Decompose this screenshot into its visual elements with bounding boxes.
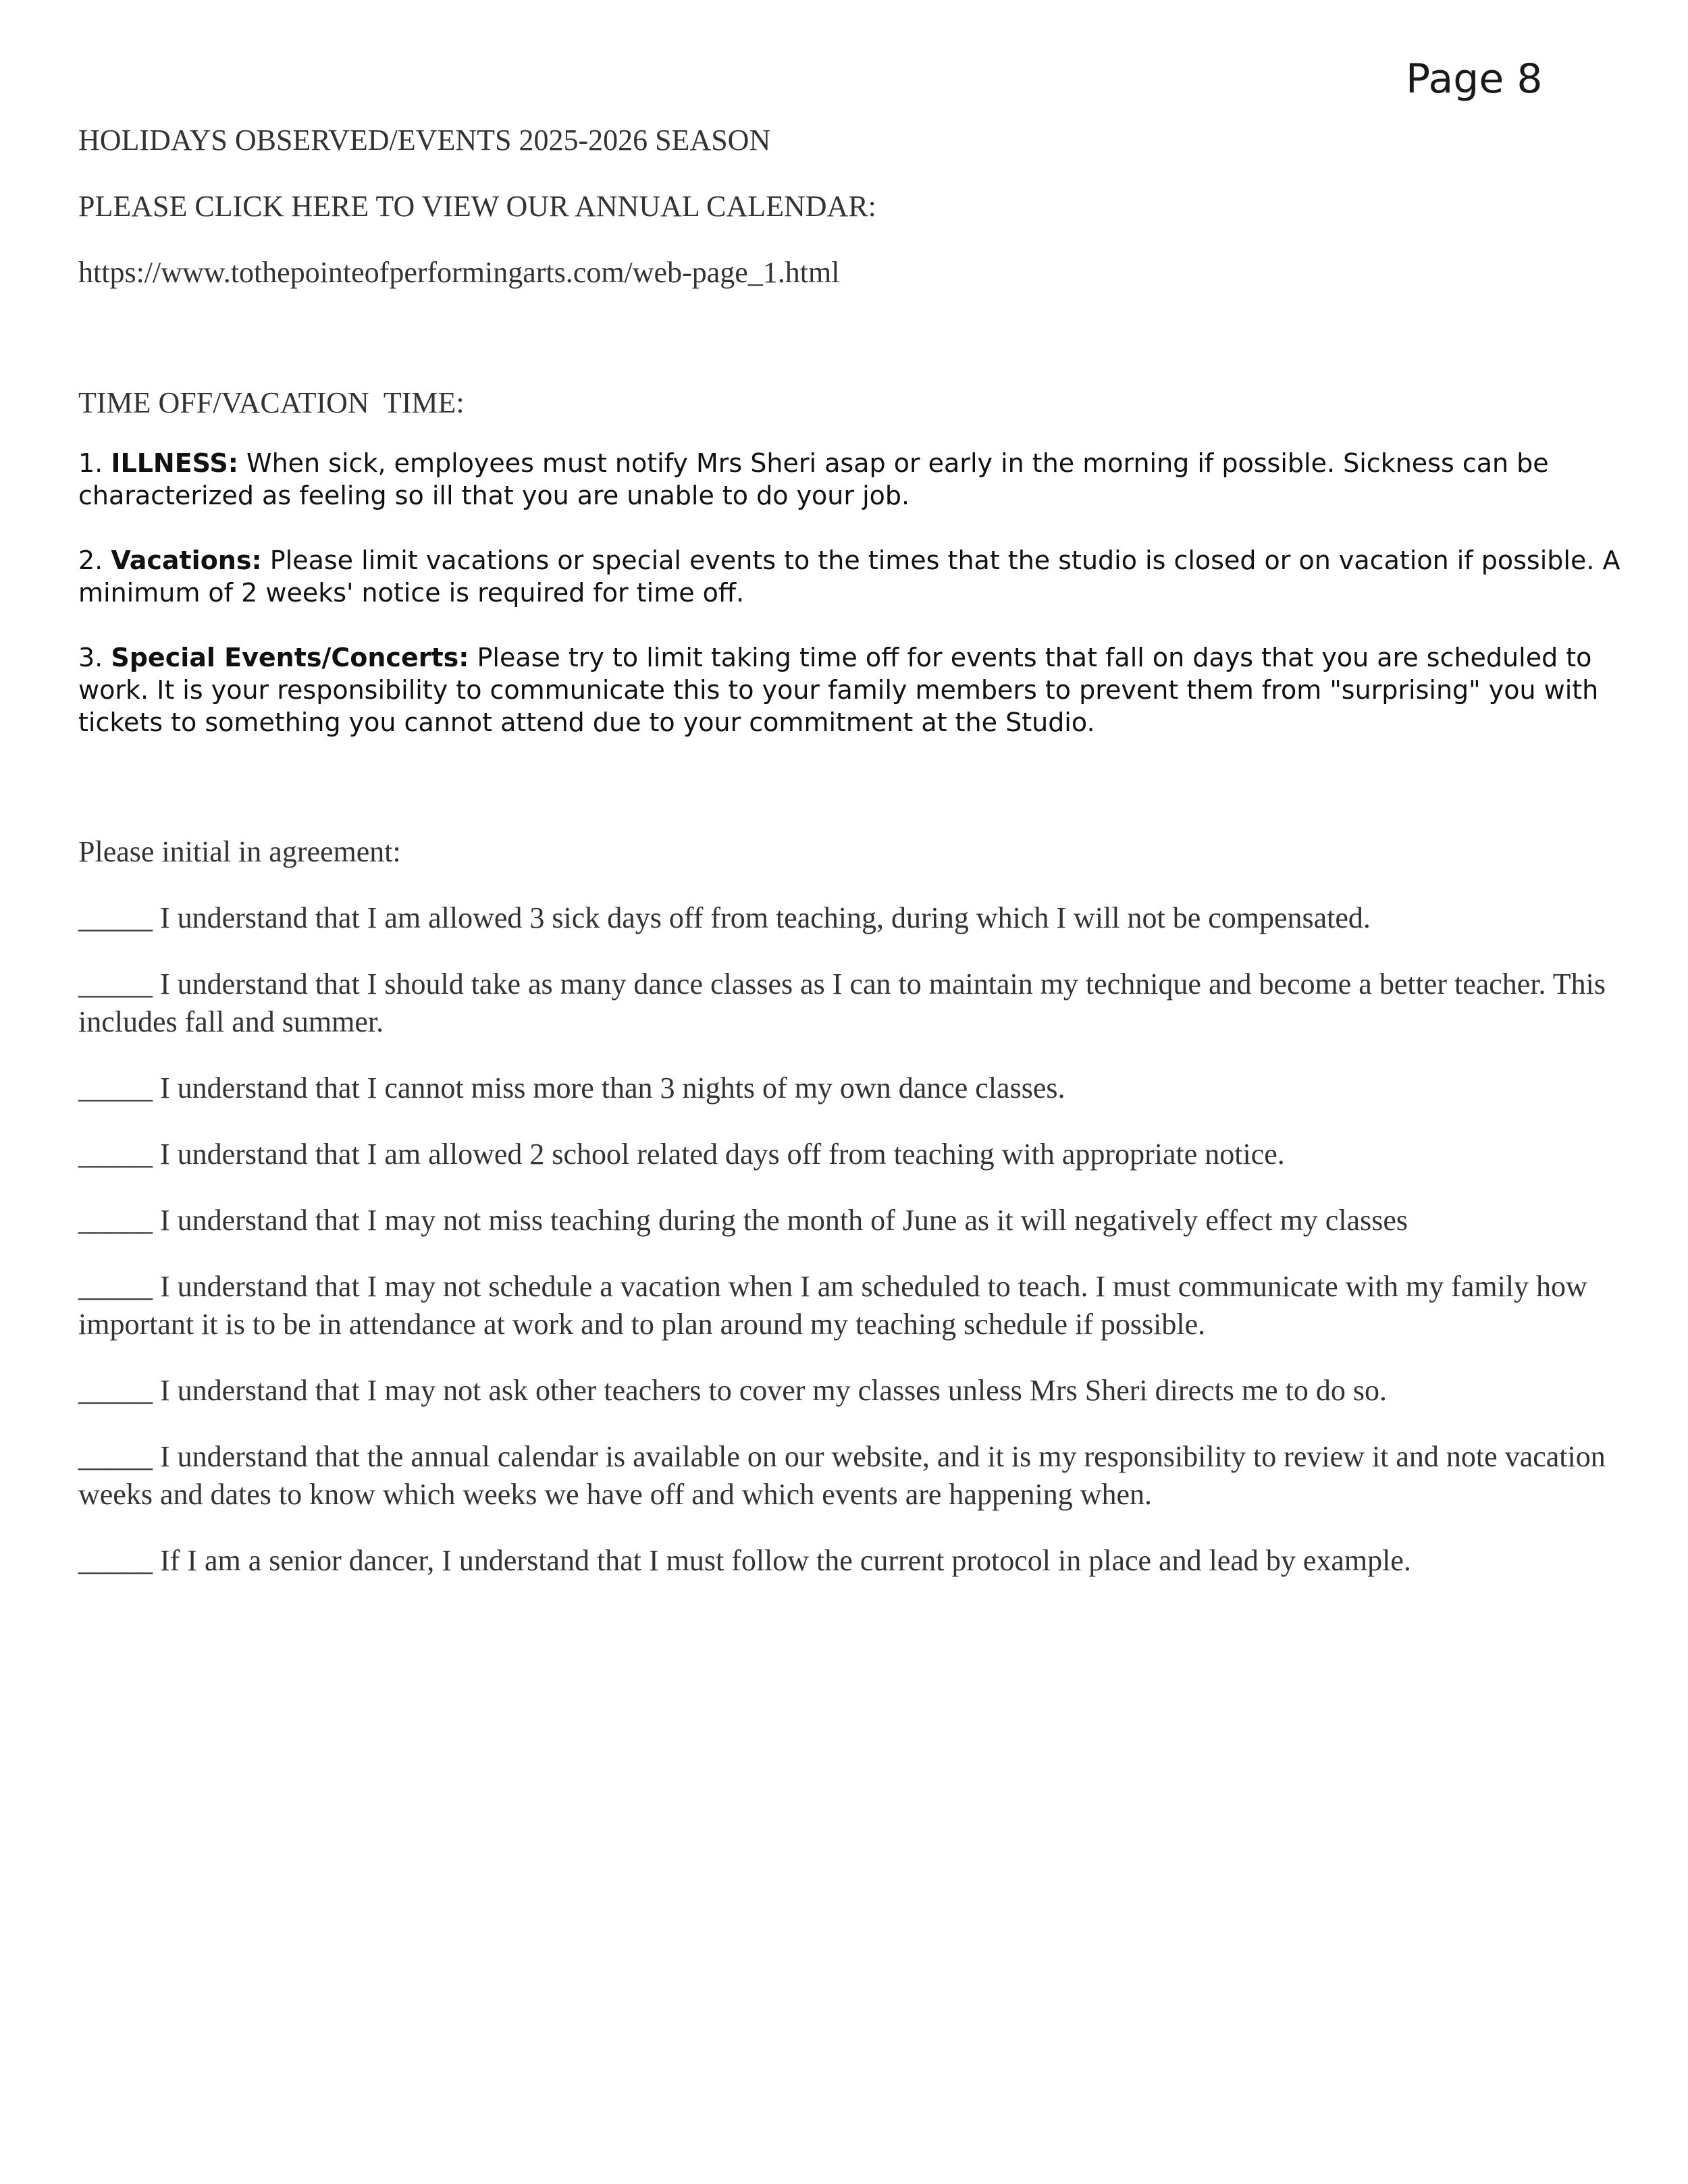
initial-blank[interactable]: _____	[78, 901, 153, 934]
policy-item-vacations	[78, 544, 1625, 609]
calendar-link[interactable]: https://www.tothepointeofperformingarts.com/web-page_1.html	[78, 256, 840, 289]
calendar-prompt: PLEASE CLICK HERE TO VIEW OUR ANNUAL CALENDAR:	[78, 190, 876, 223]
policy-number: 2.	[78, 545, 103, 575]
agreement-item	[78, 1202, 1625, 1240]
calendar-link-line	[78, 254, 1625, 292]
initial-blank[interactable]: _____	[78, 1204, 153, 1237]
agreement-statement: I understand that I cannot miss more than 3 nights of my own dance classes.	[160, 1071, 1065, 1104]
initial-blank[interactable]: _____	[78, 1270, 153, 1303]
agreement-item	[78, 1372, 1625, 1410]
time-off-heading: TIME OFF/VACATION TIME:	[78, 386, 465, 419]
initial-blank[interactable]: _____	[78, 967, 153, 1001]
agreement-statement: I understand that the annual calendar is available on our website, and it is my responsibility to review it and note vacation weeks and dates to know which weeks we have off and which events are happening when.	[78, 1440, 1606, 1511]
policy-text: Please try to limit taking time off for events that fall on days that you are scheduled to work. It is your responsibility to communicate this to your family members to prevent them from "surprising" you with tickets to something you cannot attend due to your commitment at the Studio.	[78, 643, 1599, 737]
holidays-heading: HOLIDAYS OBSERVED/EVENTS 2025-2026 SEASON	[78, 124, 771, 157]
initial-blank[interactable]: _____	[78, 1374, 153, 1407]
agreement-statement: I understand that I may not schedule a vacation when I am scheduled to teach. I must communicate with my family how important it is to be in attendance at work and to plan around my teaching schedule if possible.	[78, 1270, 1587, 1341]
agreement-statement: I understand that I am allowed 3 sick days off from teaching, during which I will not be compensated.	[160, 901, 1371, 934]
agreement-statement: I understand that I may not miss teaching during the month of June as it will negatively effect my classes	[160, 1204, 1408, 1237]
agreement-statement: If I am a senior dancer, I understand that I must follow the current protocol in place and lead by example.	[160, 1544, 1411, 1577]
policy-title: Special Events/Concerts:	[111, 643, 469, 672]
policy-item-special-events	[78, 641, 1625, 739]
agreement-item	[78, 1438, 1625, 1514]
policy-item-illness	[78, 447, 1625, 512]
agreement-item	[78, 1542, 1625, 1580]
initial-blank[interactable]: _____	[78, 1440, 153, 1473]
policy-text: Please limit vacations or special events to the times that the studio is closed or on vacation if possible. A minimum of 2 weeks' notice is required for time off.	[78, 545, 1620, 608]
policy-title: Vacations:	[111, 545, 262, 575]
agreement-prompt: Please initial in agreement:	[78, 835, 401, 868]
policy-number: 1.	[78, 448, 103, 478]
policy-text: When sick, employees must notify Mrs Sheri asap or early in the morning if possible. Sickness can be characterized as feeling so ill that you are unable to do your job.	[78, 448, 1549, 510]
agreement-statement: I understand that I am allowed 2 school related days off from teaching with appropriate notice.	[160, 1138, 1285, 1171]
agreement-item	[78, 1268, 1625, 1343]
agreement-statement: I understand that I may not ask other teachers to cover my classes unless Mrs Sheri directs me to do so.	[160, 1374, 1387, 1407]
initial-blank[interactable]: _____	[78, 1071, 153, 1104]
document-body	[78, 122, 1625, 1580]
agreement-statement: I understand that I should take as many dance classes as I can to maintain my technique and become a better teacher. This includes fall and summer.	[78, 967, 1606, 1038]
initial-blank[interactable]: _____	[78, 1138, 153, 1171]
initial-blank[interactable]: _____	[78, 1544, 153, 1577]
agreement-item	[78, 965, 1625, 1041]
agreement-item	[78, 1136, 1625, 1173]
agreement-item	[78, 899, 1625, 937]
policy-number: 3.	[78, 643, 103, 672]
agreement-item	[78, 1069, 1625, 1107]
policy-title: ILLNESS:	[111, 448, 238, 478]
page-number: Page 8	[1406, 55, 1543, 103]
